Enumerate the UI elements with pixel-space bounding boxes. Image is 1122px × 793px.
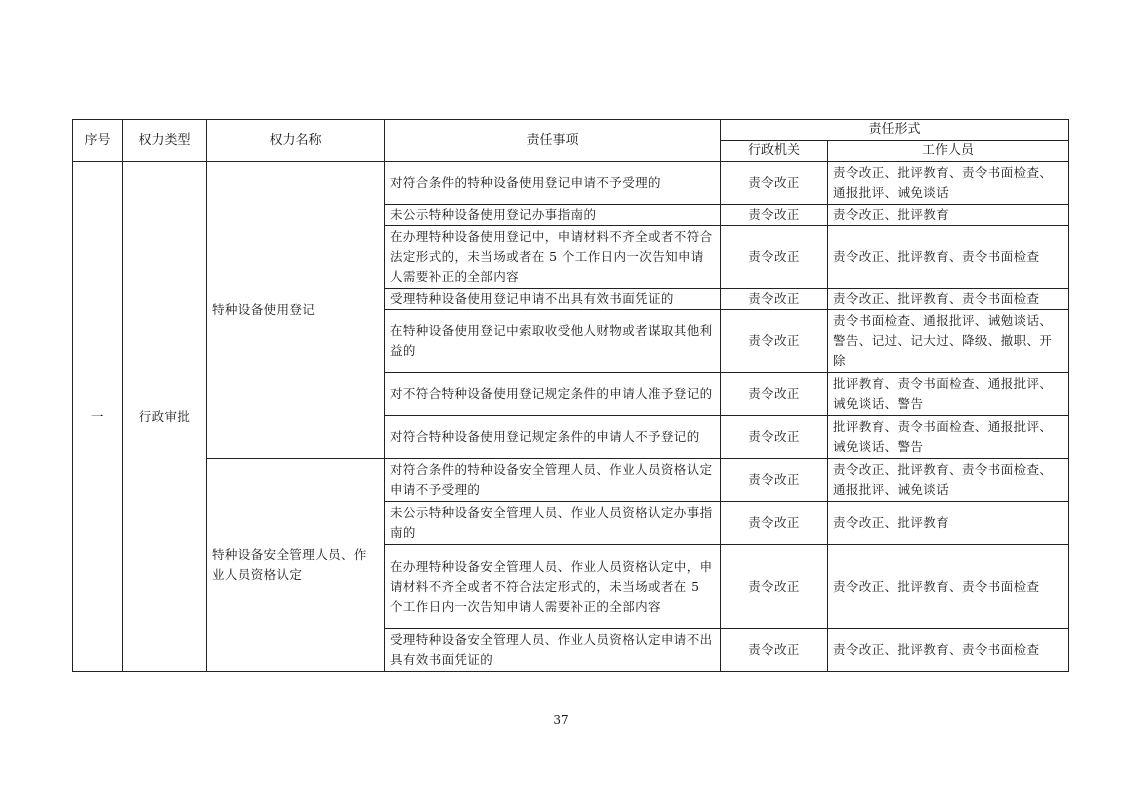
staff-cell: 责令改正、批评教育、责令书面检查 — [828, 289, 1069, 310]
organ-cell: 责令改正 — [721, 205, 828, 226]
duty-item-cell: 未公示特种设备安全管理人员、作业人员资格认定办事指南的 — [385, 502, 721, 545]
duty-item-cell: 受理特种设备使用登记申请不出具有效书面凭证的 — [385, 289, 721, 310]
organ-cell: 责令改正 — [721, 289, 828, 310]
staff-cell: 责令改正、批评教育、责令书面检查 — [828, 629, 1069, 672]
header-staff: 工作人员 — [828, 141, 1069, 162]
table-row — [73, 459, 1069, 502]
power-type-cell: 行政审批 — [123, 162, 207, 672]
header-duty-form: 责任形式 — [721, 120, 1069, 141]
staff-cell: 责令改正、批评教育 — [828, 205, 1069, 226]
header-duty-item: 责任事项 — [385, 120, 721, 162]
duty-item-cell: 对符合条件的特种设备使用登记申请不予受理的 — [385, 162, 721, 205]
header-power-type: 权力类型 — [123, 120, 207, 162]
staff-cell: 批评教育、责令书面检查、通报批评、诫免谈话、警告 — [828, 416, 1069, 459]
header-row-1 — [73, 120, 1069, 141]
staff-cell: 批评教育、责令书面检查、通报批评、诫免谈话、警告 — [828, 373, 1069, 416]
staff-cell: 责令改正、批评教育 — [828, 502, 1069, 545]
organ-cell: 责令改正 — [721, 502, 828, 545]
organ-cell: 责令改正 — [721, 545, 828, 629]
power-name-cell: 特种设备安全管理人员、作业人员资格认定 — [207, 459, 385, 672]
organ-cell: 责令改正 — [721, 310, 828, 373]
duty-item-cell: 对符合条件的特种设备安全管理人员、作业人员资格认定申请不予受理的 — [385, 459, 721, 502]
organ-cell: 责令改正 — [721, 629, 828, 672]
table-row — [73, 162, 1069, 205]
duty-item-cell: 对不符合特种设备使用登记规定条件的申请人准予登记的 — [385, 373, 721, 416]
organ-cell: 责令改正 — [721, 459, 828, 502]
staff-cell: 责令改正、批评教育、责令书面检查、通报批评、诫免谈话 — [828, 162, 1069, 205]
header-admin-organ: 行政机关 — [721, 141, 828, 162]
duty-item-cell: 在特种设备使用登记中索取收受他人财物或者谋取其他利益的 — [385, 310, 721, 373]
header-power-name: 权力名称 — [207, 120, 385, 162]
staff-cell: 责令改正、批评教育、责令书面检查 — [828, 226, 1069, 289]
organ-cell: 责令改正 — [721, 373, 828, 416]
duty-item-cell: 对符合特种设备使用登记规定条件的申请人不予登记的 — [385, 416, 721, 459]
duty-item-cell: 在办理特种设备使用登记中，申请材料不齐全或者不符合法定形式的，未当场或者在 5 个工作日内一次告知申请人需要补正的全部内容 — [385, 226, 721, 289]
organ-cell: 责令改正 — [721, 226, 828, 289]
staff-cell: 责令改正、批评教育、责令书面检查 — [828, 545, 1069, 629]
staff-cell: 责令改正、批评教育、责令书面检查、通报批评、诫免谈话 — [828, 459, 1069, 502]
page-number: 37 — [553, 713, 569, 727]
responsibility-table — [72, 119, 1069, 672]
organ-cell: 责令改正 — [721, 416, 828, 459]
seq-cell: 一 — [73, 162, 123, 672]
duty-item-cell: 未公示特种设备使用登记办事指南的 — [385, 205, 721, 226]
power-name-cell: 特种设备使用登记 — [207, 162, 385, 459]
header-seq: 序号 — [73, 120, 123, 162]
duty-item-cell: 受理特种设备安全管理人员、作业人员资格认定申请不出具有效书面凭证的 — [385, 629, 721, 672]
duty-item-cell: 在办理特种设备安全管理人员、作业人员资格认定中，申请材料不齐全或者不符合法定形式的，未当场或者在 5 个工作日内一次告知申请人需要补正的全部内容 — [385, 545, 721, 629]
organ-cell: 责令改正 — [721, 162, 828, 205]
staff-cell: 责令书面检查、通报批评、诫勉谈话、警告、记过、记大过、降级、撤职、开除 — [828, 310, 1069, 373]
